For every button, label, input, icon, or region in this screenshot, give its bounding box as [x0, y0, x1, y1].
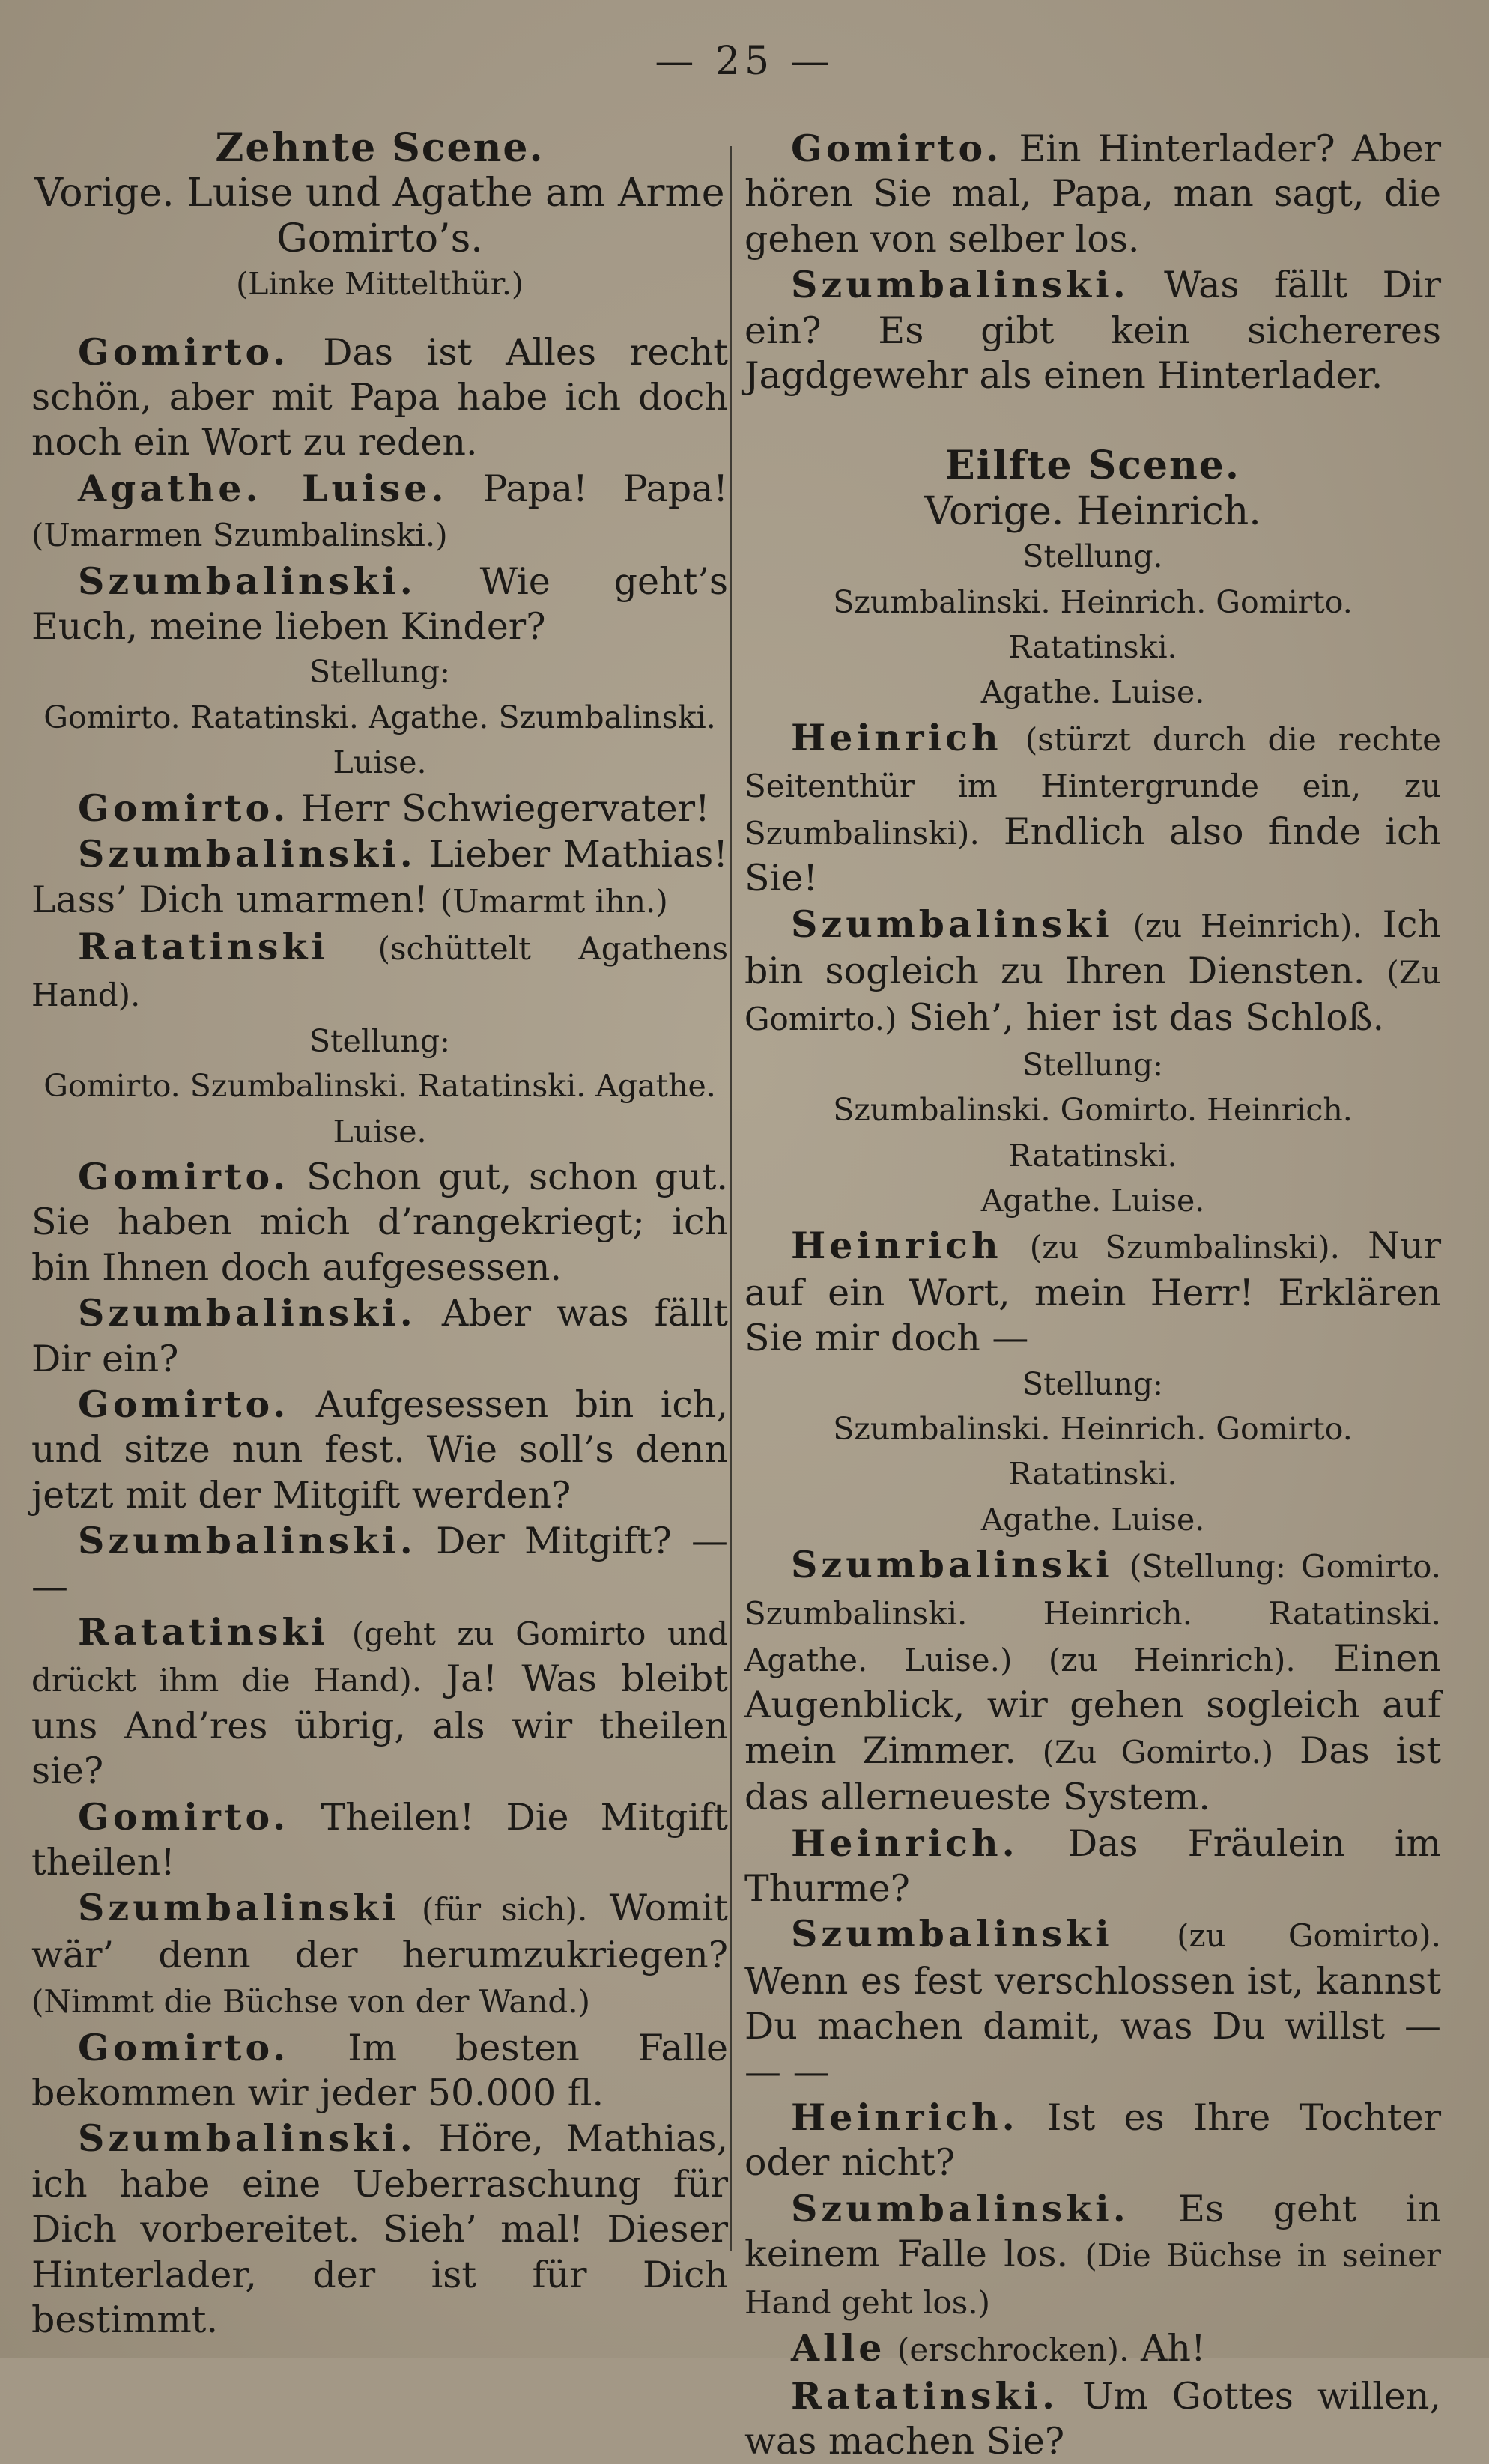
speech-text: Nur auf ein Wort, mein Herr! Erklären Sie mir doch — — [744, 1225, 1441, 1359]
speech — [744, 715, 1441, 902]
stellung-line: Agathe. Luise. — [744, 670, 1441, 714]
speaker-name: Heinrich — [791, 1224, 1002, 1267]
stellung-line: Gomirto. Ratatinski. Agathe. Szumbalinski. — [31, 695, 728, 740]
speaker-name: Szumbalinski. — [791, 2187, 1129, 2230]
stage-direction: (zu Heinrich). — [1133, 908, 1362, 944]
stellung-line: Szumbalinski. Heinrich. Gomirto. Ratatinski. — [744, 1407, 1441, 1497]
speaker-name: Gomirto. — [78, 2026, 289, 2069]
speech-text: Wenn es fest verschlossen ist, kannst Du machen damit, was Du willst — — — — [744, 1960, 1441, 2093]
stage-direction: (Umarmen Szumbalinski.) — [31, 517, 448, 553]
stellung-line: Agathe. Luise. — [744, 1497, 1441, 1542]
speech-text: Papa! Papa! — [483, 467, 729, 510]
speech — [31, 1794, 728, 1886]
stellung-line: Luise. — [31, 740, 728, 785]
speech — [31, 2116, 728, 2343]
cast-direction: (Linke Mittelthür.) — [31, 261, 728, 306]
speech — [744, 2186, 1441, 2325]
speech-text: Ja! Was bleibt uns And’res übrig, als wir theilen sie? — [31, 1657, 728, 1792]
cast-line: Vorige. Luise und Agathe am Arme — [31, 171, 728, 216]
speech — [31, 924, 728, 1019]
speaker-name: Szumbalinski. — [78, 559, 416, 603]
scene-heading: Zehnte Scene. — [31, 126, 728, 171]
speech — [31, 330, 728, 466]
speaker-name: Szumbalinski. — [78, 2116, 416, 2160]
speech-text: Der Mitgift? — — — [31, 1520, 728, 1607]
stage-direction: (erschrocken). — [897, 2331, 1129, 2368]
speaker-name: Szumbalinski. — [78, 832, 416, 876]
stage-direction: (Die Büchse in seiner Hand geht los.) — [744, 2237, 1441, 2320]
page-number: — 25 — — [0, 39, 1489, 84]
stage-direction: (schüttelt Agathens Hand). — [31, 930, 728, 1013]
stellung-label: Stellung. — [744, 534, 1441, 579]
speech-text: Herr Schwiegervater! — [301, 787, 710, 830]
speaker-name: Ratatinski — [78, 925, 329, 968]
speaker-name: Gomirto. — [78, 1383, 289, 1426]
speaker-name: Agathe. Luise. — [78, 467, 448, 510]
speech — [744, 262, 1441, 398]
stage-direction: (geht zu Gomirto und drückt ihm die Hand). — [31, 1615, 728, 1699]
speech — [31, 1154, 728, 1290]
stellung-line: Gomirto. Szumbalinski. Ratatinski. Agathe. — [31, 1063, 728, 1108]
speech-text: Höre, Mathias, ich habe eine Ueberraschung für Dich vorbereitet. Sieh’ mal! Dieser Hinterlader, der ist für Dich bestimmt. — [31, 2117, 728, 2341]
speech — [744, 2095, 1441, 2186]
stage-direction: (Zu Gomirto.) — [744, 954, 1441, 1037]
speaker-name: Heinrich. — [791, 2096, 1019, 2139]
speech — [31, 466, 728, 559]
stage-direction: (zu Szumbalinski). — [1030, 1229, 1340, 1266]
speech — [31, 559, 728, 650]
cast-line: Gomirto’s. — [31, 216, 728, 261]
speech-text: Ah! — [1141, 2327, 1206, 2370]
speaker-name: Szumbalinski. — [791, 263, 1129, 306]
speech — [744, 126, 1441, 262]
speech-text: Das ist Alles recht schön, aber mit Papa habe ich doch noch ein Wort zu reden. — [31, 331, 728, 464]
speech — [744, 2373, 1441, 2464]
left-column — [31, 126, 728, 2343]
speech-text: Ist es Ihre Tochter oder nicht? — [744, 2096, 1441, 2184]
speech — [31, 1609, 728, 1794]
speech-text: Es geht in keinem Falle los. — [744, 2188, 1441, 2275]
speech-text: Wie geht’s Euch, meine lieben Kinder? — [31, 560, 728, 648]
speaker-name: Gomirto. — [78, 1155, 289, 1198]
speech-text: Ich bin sogleich zu Ihren Diensten. — [744, 903, 1441, 992]
speech-text: Womit wär’ denn der herumzukriegen? — [31, 1887, 728, 1976]
speech-text: Im besten Falle bekommen wir jeder 50.000 fl. — [31, 2027, 728, 2114]
speech-text: Endlich also finde ich Sie! — [744, 810, 1441, 899]
right-column — [744, 126, 1441, 2464]
speech — [744, 902, 1441, 1043]
speaker-name: Alle — [791, 2326, 885, 2370]
stellung-line: Agathe. Luise. — [744, 1178, 1441, 1223]
speaker-name: Szumbalinski — [791, 902, 1113, 946]
column-divider — [730, 146, 732, 2251]
stage-direction: (Stellung: Gomirto. Szumbalinski. Heinrich. Ratatinski. Agathe. Luise.) (zu Heinrich). — [744, 1548, 1441, 1678]
speech — [744, 1542, 1441, 1820]
stage-direction: (Zu Gomirto.) — [1043, 1734, 1274, 1770]
speaker-name: Heinrich — [791, 716, 1002, 759]
speech-text: Aber was fällt Dir ein? — [31, 1292, 728, 1380]
stage-direction: (zu Gomirto). — [1177, 1917, 1441, 1954]
speaker-name: Ratatinski. — [791, 2374, 1058, 2418]
speaker-name: Gomirto. — [791, 127, 1002, 170]
speech-text: Ein Hinterlader? Aber hören Sie mal, Papa, man sagt, die gehen von selber los. — [744, 127, 1441, 261]
stage-direction: (für sich). — [422, 1891, 587, 1928]
stellung-label: Stellung: — [31, 649, 728, 694]
speech-text: Theilen! Die Mitgift theilen! — [31, 1796, 728, 1884]
speech — [31, 1885, 728, 2024]
speech-text: Was fällt Dir ein? Es gibt kein sichereres Jagdgewehr als einen Hinterlader. — [744, 264, 1441, 397]
speaker-name: Szumbalinski — [78, 1886, 400, 1929]
stage-direction: (Nimmt die Büchse von der Wand.) — [31, 1983, 590, 2020]
stellung-line: Szumbalinski. Gomirto. Heinrich. Ratatinski. — [744, 1087, 1441, 1178]
speech — [744, 1223, 1441, 1361]
cast-line: Vorige. Heinrich. — [744, 489, 1441, 534]
speech — [31, 1382, 728, 1518]
stellung-label: Stellung: — [744, 1362, 1441, 1407]
speaker-name: Szumbalinski. — [78, 1291, 416, 1335]
stage-direction: (stürzt durch die rechte Seitenthür im Hintergrunde ein, zu Szumbalinski). — [744, 721, 1441, 852]
speech — [744, 1821, 1441, 1912]
speech-text: Schon gut, schon gut. Sie haben mich d’rangekriegt; ich bin Ihnen doch aufgesessen. — [31, 1156, 728, 1289]
speech-text: Sieh’, hier ist das Schloß. — [909, 996, 1384, 1039]
stellung-label: Stellung: — [744, 1043, 1441, 1087]
speaker-name: Gomirto. — [78, 330, 289, 374]
stage-direction: (Umarmt ihn.) — [440, 883, 668, 920]
speaker-name: Gomirto. — [78, 1795, 289, 1839]
speech — [31, 1518, 728, 1609]
speech-text: Das Fräulein im Thurme? — [744, 1822, 1441, 1910]
stellung-line: Luise. — [31, 1109, 728, 1154]
scene-heading: Eilfte Scene. — [744, 443, 1441, 488]
speech — [31, 1290, 728, 1382]
speaker-name: Szumbalinski. — [78, 1519, 416, 1562]
speaker-name: Ratatinski — [78, 1610, 329, 1654]
speaker-name: Szumbalinski — [791, 1543, 1113, 1586]
speech — [31, 786, 728, 831]
speech-text: Das ist das allerneueste System. — [744, 1729, 1441, 1818]
speaker-name: Szumbalinski — [791, 1912, 1113, 1955]
stellung-line: Szumbalinski. Heinrich. Gomirto. Ratatinski. — [744, 580, 1441, 670]
speech-text: Um Gottes willen, was machen Sie? — [744, 2375, 1441, 2463]
speech-text: Lieber Mathias! Lass’ Dich umarmen! — [31, 833, 728, 920]
speech-text: Einen Augenblick, wir gehen sogleich auf mein Zimmer. — [744, 1637, 1441, 1772]
stellung-label: Stellung: — [31, 1019, 728, 1063]
speaker-name: Heinrich. — [791, 1821, 1019, 1865]
speech — [31, 2025, 728, 2116]
speech-text: Aufgesessen bin ich, und sitze nun fest. Wie soll’s denn jetzt mit der Mitgift werden? — [31, 1383, 728, 1517]
speech — [744, 2325, 1441, 2373]
speech — [744, 1911, 1441, 2095]
speaker-name: Gomirto. — [78, 786, 289, 830]
speech — [31, 831, 728, 924]
